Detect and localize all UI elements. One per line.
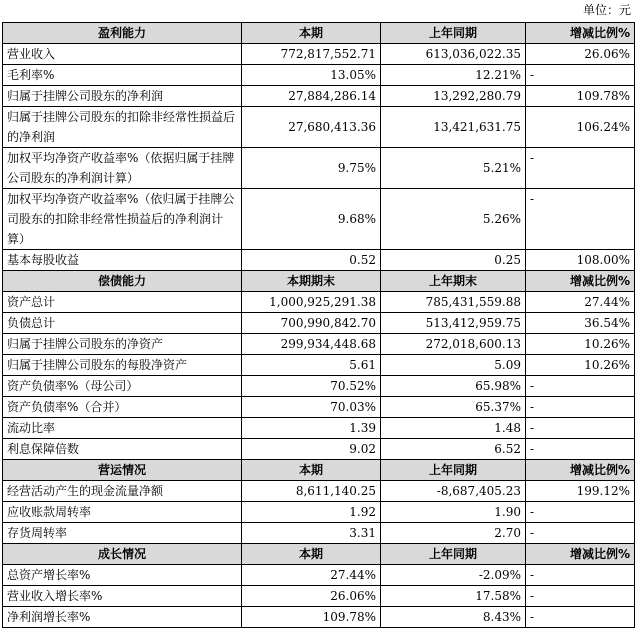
value-cell: 9.68%: [242, 189, 381, 250]
value-cell: 13.05%: [242, 65, 381, 86]
header-cell: 本期: [242, 460, 381, 481]
table-row: [3, 376, 635, 397]
table-row: [3, 334, 635, 355]
change-cell: -: [526, 189, 635, 250]
value-cell: 13,421,631.75: [381, 107, 526, 148]
table-row: [3, 86, 635, 107]
row-label: 经营活动产生的现金流量净额: [3, 481, 242, 502]
change-cell: -: [526, 565, 635, 586]
change-cell: -: [526, 607, 635, 628]
header-cell: 盈利能力: [3, 23, 242, 44]
change-cell: 10.26%: [526, 355, 635, 376]
change-cell: -: [526, 439, 635, 460]
value-cell: 0.52: [242, 250, 381, 271]
table-row: [3, 107, 635, 148]
header-cell: 增减比例%: [526, 460, 635, 481]
header-cell: 增减比例%: [526, 271, 635, 292]
value-cell: 5.26%: [381, 189, 526, 250]
table-row: [3, 397, 635, 418]
unit-label: 单位：元: [582, 3, 631, 17]
table-body: [3, 23, 635, 628]
change-cell: -: [526, 523, 635, 544]
header-cell: 上年同期: [381, 544, 526, 565]
row-label: 加权平均净资产收益率%（依据归属于挂牌公司股东的净利润计算）: [3, 148, 242, 189]
row-label: 总资产增长率%: [3, 565, 242, 586]
section-header: [3, 460, 635, 481]
value-cell: 700,990,842.70: [242, 313, 381, 334]
change-cell: -: [526, 397, 635, 418]
value-cell: 109.78%: [242, 607, 381, 628]
row-label: 归属于挂牌公司股东的扣除非经常性损益后的净利润: [3, 107, 242, 148]
header-cell: 本期: [242, 544, 381, 565]
change-cell: 36.54%: [526, 313, 635, 334]
row-label: 资产总计: [3, 292, 242, 313]
value-cell: -2.09%: [381, 565, 526, 586]
value-cell: 26.06%: [242, 586, 381, 607]
row-label: 存货周转率: [3, 523, 242, 544]
change-cell: -: [526, 502, 635, 523]
value-cell: 1.90: [381, 502, 526, 523]
table-row: [3, 418, 635, 439]
change-cell: 199.12%: [526, 481, 635, 502]
row-label: 归属于挂牌公司股东的净利润: [3, 86, 242, 107]
value-cell: 5.21%: [381, 148, 526, 189]
value-cell: 65.98%: [381, 376, 526, 397]
header-cell: 本期: [242, 23, 381, 44]
value-cell: 5.61: [242, 355, 381, 376]
row-label: 加权平均净资产收益率%（依归属于挂牌公司股东的扣除非经常性损益后的净利润计算）: [3, 189, 242, 250]
row-label: 应收账款周转率: [3, 502, 242, 523]
row-label: 营业收入: [3, 44, 242, 65]
value-cell: 65.37%: [381, 397, 526, 418]
value-cell: 9.02: [242, 439, 381, 460]
section-header: [3, 271, 635, 292]
table-row: [3, 44, 635, 65]
value-cell: 27.44%: [242, 565, 381, 586]
value-cell: 27,884,286.14: [242, 86, 381, 107]
header-cell: 上年同期: [381, 460, 526, 481]
table-row: [3, 523, 635, 544]
value-cell: 3.31: [242, 523, 381, 544]
row-label: 归属于挂牌公司股东的净资产: [3, 334, 242, 355]
change-cell: -: [526, 586, 635, 607]
header-cell: 偿债能力: [3, 271, 242, 292]
value-cell: 8,611,140.25: [242, 481, 381, 502]
table-row: [3, 250, 635, 271]
row-label: 净利润增长率%: [3, 607, 242, 628]
table-row: [3, 502, 635, 523]
section-header: [3, 23, 635, 44]
value-cell: 785,431,559.88: [381, 292, 526, 313]
change-cell: 106.24%: [526, 107, 635, 148]
change-cell: 26.06%: [526, 44, 635, 65]
header-cell: 成长情况: [3, 544, 242, 565]
table-row: [3, 565, 635, 586]
change-cell: 27.44%: [526, 292, 635, 313]
table-row: [3, 148, 635, 189]
change-cell: 10.26%: [526, 334, 635, 355]
row-label: 利息保障倍数: [3, 439, 242, 460]
change-cell: -: [526, 148, 635, 189]
row-label: 营业收入增长率%: [3, 586, 242, 607]
value-cell: 70.03%: [242, 397, 381, 418]
header-cell: 增减比例%: [526, 23, 635, 44]
table-row: [3, 65, 635, 86]
row-label: 负债总计: [3, 313, 242, 334]
value-cell: 13,292,280.79: [381, 86, 526, 107]
header-cell: 增减比例%: [526, 544, 635, 565]
value-cell: 1.48: [381, 418, 526, 439]
value-cell: 2.70: [381, 523, 526, 544]
table-row: [3, 313, 635, 334]
value-cell: 5.09: [381, 355, 526, 376]
value-cell: 613,036,022.35: [381, 44, 526, 65]
row-label: 流动比率: [3, 418, 242, 439]
header-cell: 上年同期: [381, 23, 526, 44]
header-cell: 本期期末: [242, 271, 381, 292]
table-row: [3, 189, 635, 250]
table-row: [3, 607, 635, 628]
value-cell: 1.39: [242, 418, 381, 439]
table-row: [3, 586, 635, 607]
value-cell: 299,934,448.68: [242, 334, 381, 355]
value-cell: 9.75%: [242, 148, 381, 189]
header-cell: 营运情况: [3, 460, 242, 481]
row-label: 资产负债率%（合并）: [3, 397, 242, 418]
table-row: [3, 355, 635, 376]
value-cell: 27,680,413.36: [242, 107, 381, 148]
table-row: [3, 439, 635, 460]
row-label: 毛利率%: [3, 65, 242, 86]
value-cell: -8,687,405.23: [381, 481, 526, 502]
row-label: 归属于挂牌公司股东的每股净资产: [3, 355, 242, 376]
value-cell: 0.25: [381, 250, 526, 271]
section-header: [3, 544, 635, 565]
value-cell: 70.52%: [242, 376, 381, 397]
value-cell: 1.92: [242, 502, 381, 523]
change-cell: -: [526, 418, 635, 439]
row-label: 资产负债率%（母公司）: [3, 376, 242, 397]
change-cell: 108.00%: [526, 250, 635, 271]
table-row: [3, 481, 635, 502]
value-cell: 6.52: [381, 439, 526, 460]
table-row: [3, 292, 635, 313]
value-cell: 772,817,552.71: [242, 44, 381, 65]
value-cell: 513,412,959.75: [381, 313, 526, 334]
header-cell: 上年期末: [381, 271, 526, 292]
value-cell: 8.43%: [381, 607, 526, 628]
value-cell: 12.21%: [381, 65, 526, 86]
change-cell: -: [526, 65, 635, 86]
change-cell: 109.78%: [526, 86, 635, 107]
value-cell: 17.58%: [381, 586, 526, 607]
financial-indicators-table: [2, 22, 635, 628]
value-cell: 1,000,925,291.38: [242, 292, 381, 313]
change-cell: -: [526, 376, 635, 397]
value-cell: 272,018,600.13: [381, 334, 526, 355]
row-label: 基本每股收益: [3, 250, 242, 271]
